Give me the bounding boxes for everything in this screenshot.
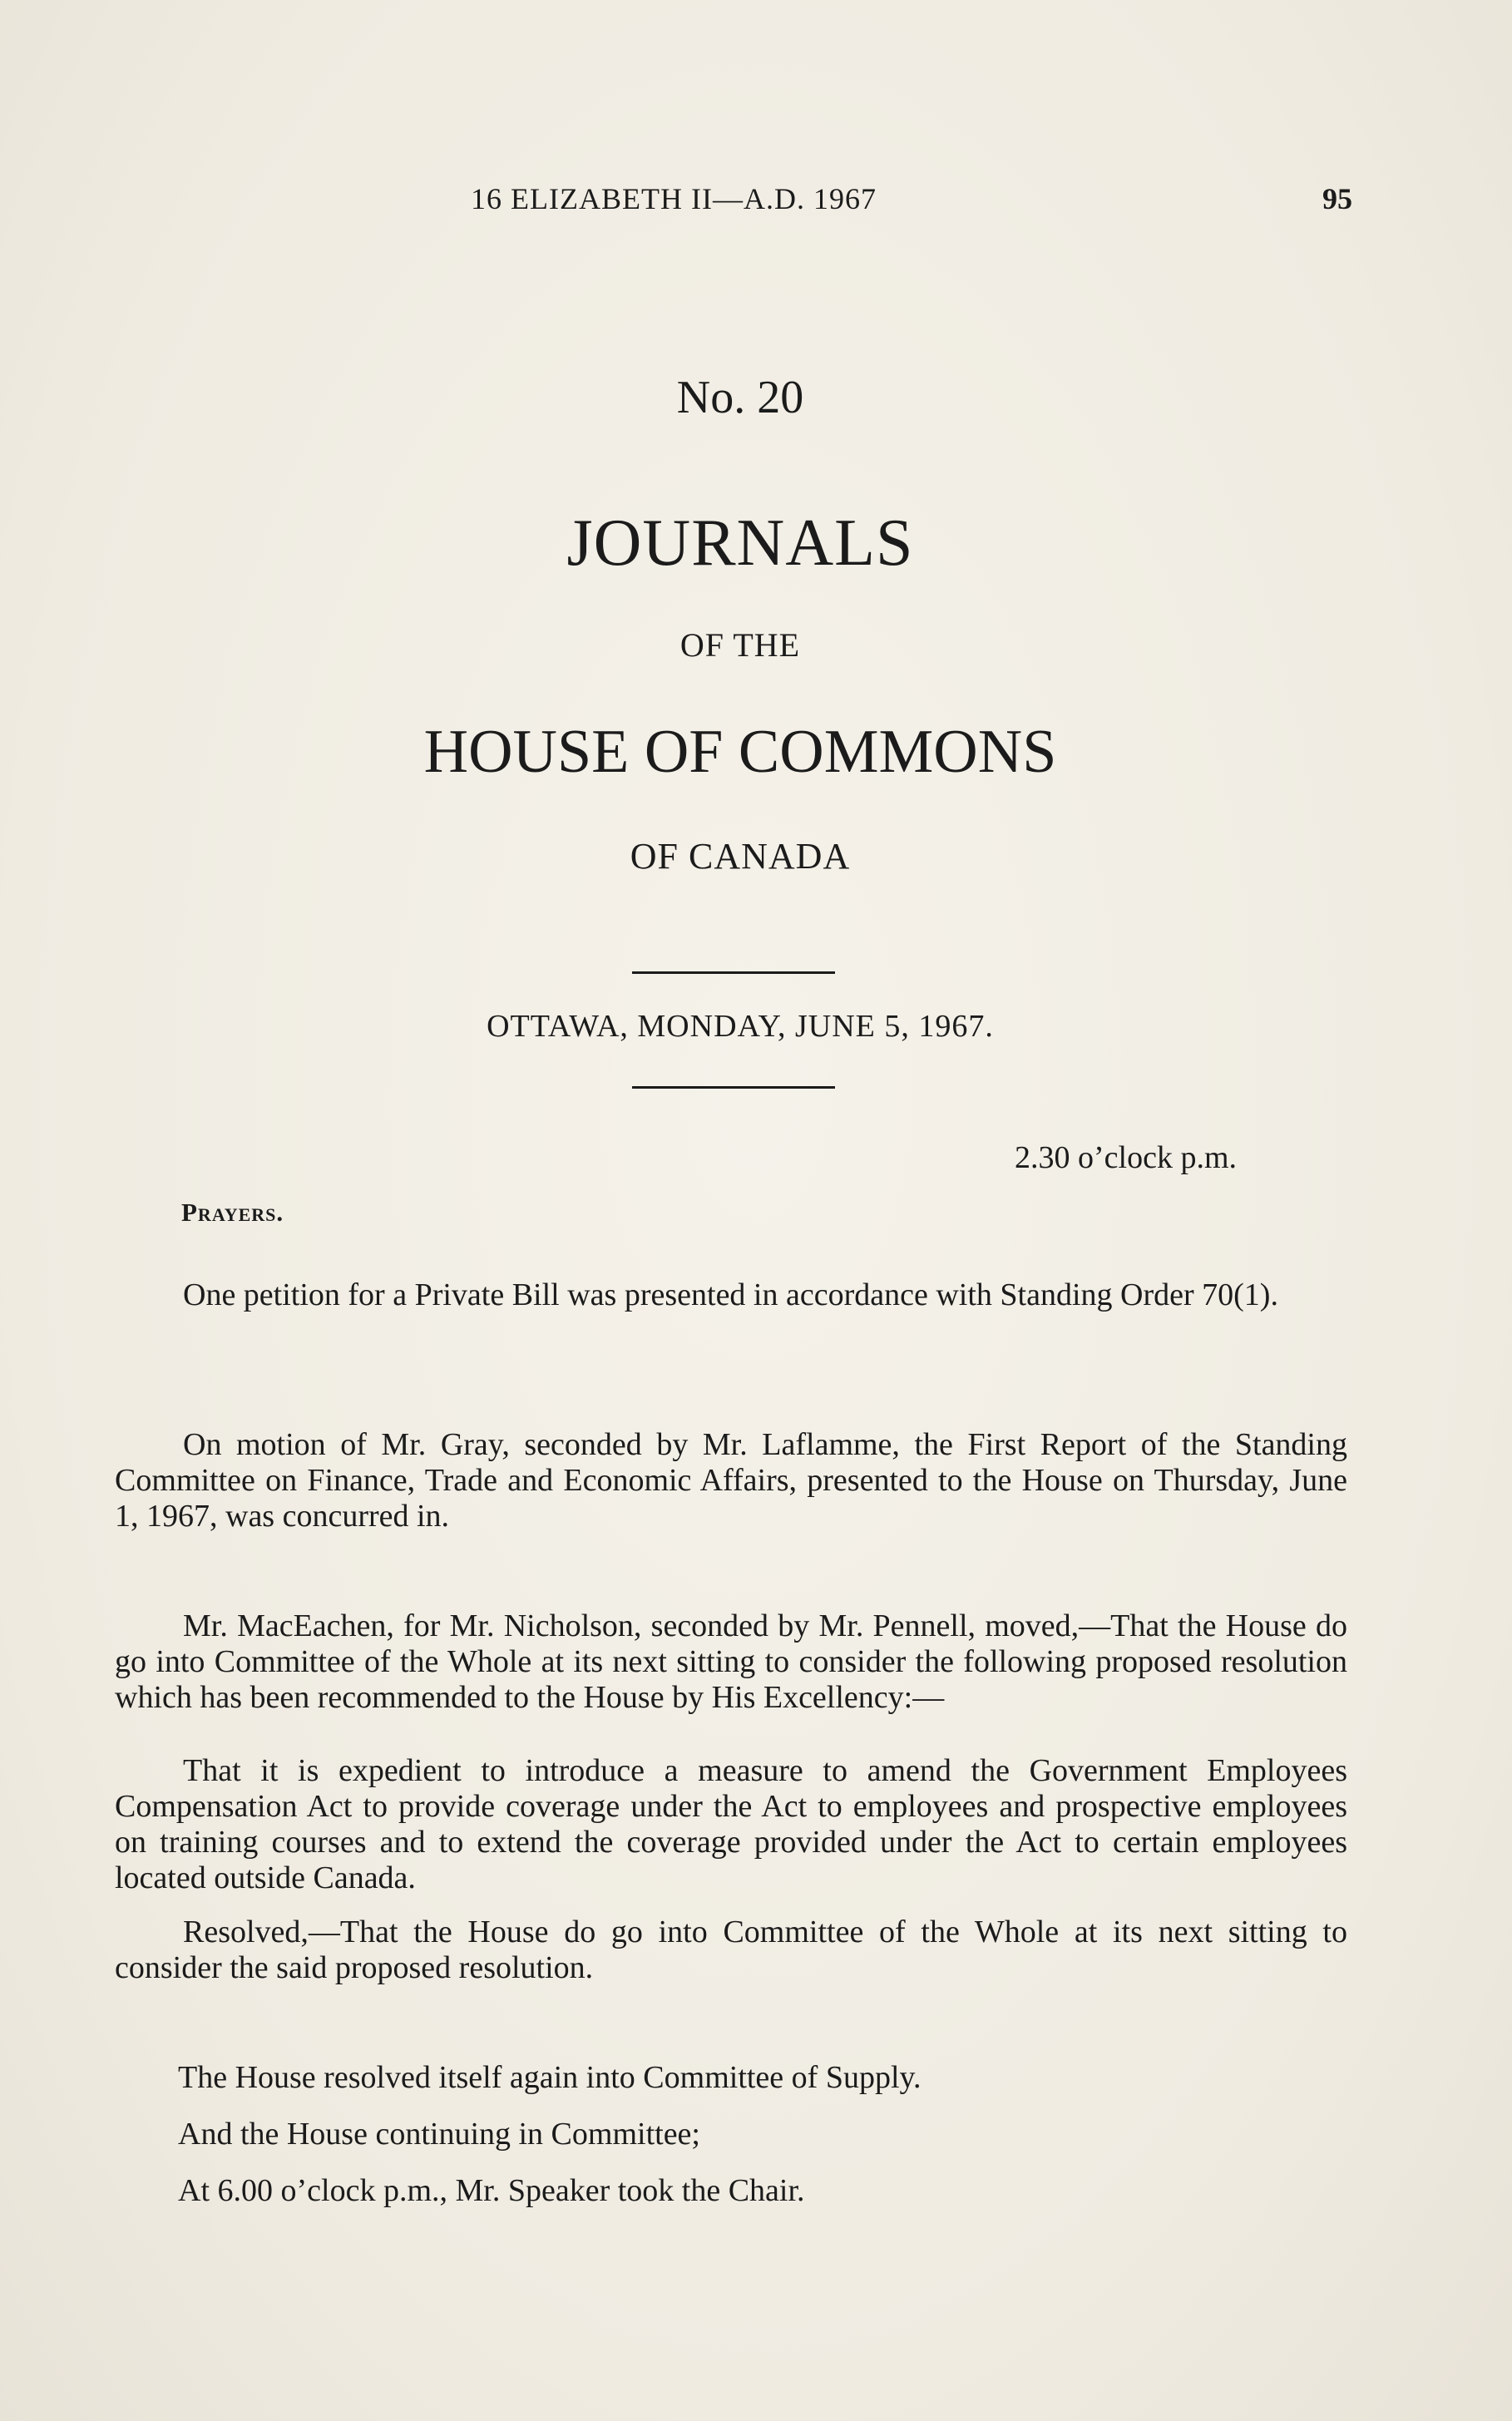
closing-line-speaker: At 6.00 o’clock p.m., Mr. Speaker took the Chair. xyxy=(178,2173,805,2208)
closing-line-supply: The House resolved itself again into Committee of Supply. xyxy=(178,2060,922,2095)
dateline: OTTAWA, MONDAY, JUNE 5, 1967. xyxy=(487,1009,994,1044)
paragraph-petition: One petition for a Private Bill was presented in accordance with Standing Order 70(1). xyxy=(183,1277,1278,1312)
paragraph-resolution-text: That it is expedient to introduce a measure to amend the Government Employees Compensation Act to provide coverage under the Act to employees and prospective employees on training courses and to extend the coverage provided under the Act to certain employees located outside Canada. xyxy=(115,1753,1347,1895)
sitting-time: 2.30 o’clock p.m. xyxy=(1015,1140,1238,1175)
issue-number: No. 20 xyxy=(676,372,804,423)
running-title: 16 ELIZABETH II—A.D. 1967 xyxy=(471,182,877,215)
journals-title: JOURNALS xyxy=(566,506,914,580)
prayers-heading: Prayers. xyxy=(181,1198,284,1227)
divider-rule-bottom xyxy=(632,1086,835,1089)
page-number: 95 xyxy=(1322,182,1352,215)
running-header xyxy=(0,181,1512,223)
closing-line-continuing: And the House continuing in Committee; xyxy=(178,2117,700,2152)
paragraph-committee-report: On motion of Mr. Gray, seconded by Mr. Laflamme, the First Report of the Standing Committee on Finance, Trade and Economic Affairs, presented to the House on Thursday, June 1, 1967, was concurred in. xyxy=(115,1427,1347,1534)
of-canada-subtitle: OF CANADA xyxy=(630,836,851,877)
house-of-commons-title: HOUSE OF COMMONS xyxy=(423,718,1057,786)
of-the-subtitle: OF THE xyxy=(679,626,801,664)
paragraph-motion: Mr. MacEachen, for Mr. Nicholson, seconded by Mr. Pennell, moved,—That the House do go into Committee of the Whole at its next sitting to consider the following proposed resolution which has been recommended to the House by His Excellency:— xyxy=(115,1608,1347,1715)
paragraph-resolved: Resolved,—That the House do go into Committee of the Whole at its next sitting to consider the said proposed resolution. xyxy=(115,1915,1347,1985)
divider-rule-top xyxy=(632,971,835,974)
